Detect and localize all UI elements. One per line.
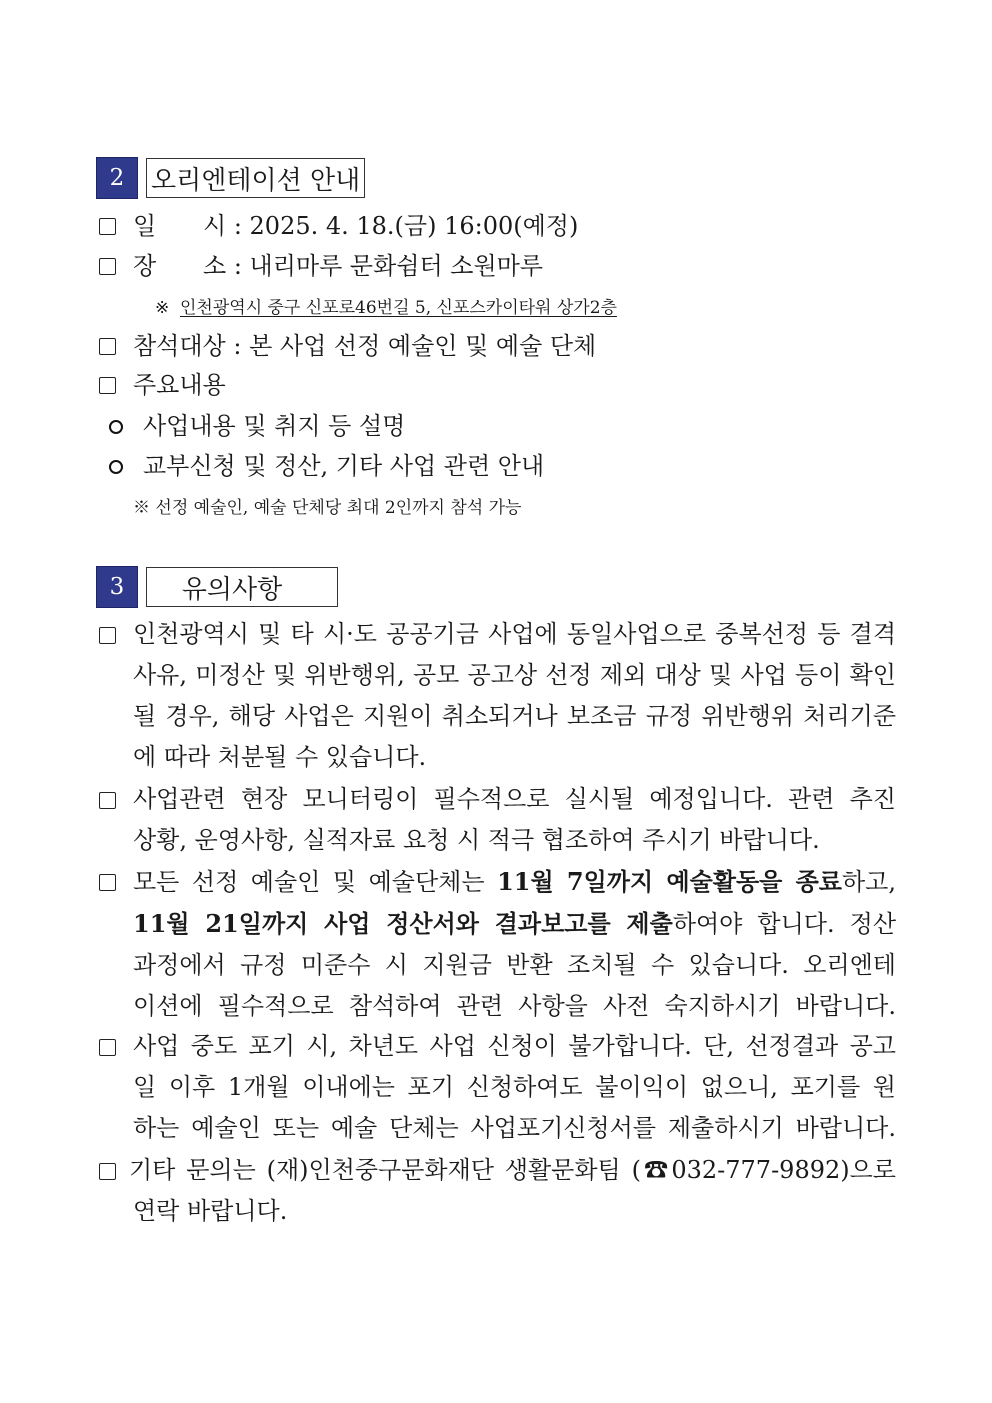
text-span: 하고, — [842, 868, 896, 896]
paragraph-line: 에 따라 처분될 수 있습니다. — [133, 743, 427, 771]
notice-paragraph-4 — [133, 1026, 896, 1149]
date-label: 일 — [133, 212, 157, 240]
paragraph-line: 하는 예술인 또는 예술 단체는 사업포기신청서를 제출하시기 바랍니다. — [133, 1114, 896, 1142]
paragraph-line: 인천광역시 및 타 시·도 공공기금 사업에 동일사업으로 중복선정 등 결격 — [133, 620, 896, 648]
paragraph-line: 될 경우, 해당 사업은 지원이 취소되거나 보조금 규정 위반행위 처리기준 — [133, 702, 896, 730]
notice-paragraph-3 — [133, 861, 896, 1027]
checkbox-icon — [99, 377, 116, 394]
paragraph-line: 사업관련 현장 모니터링이 필수적으로 실시될 예정입니다. 관련 추진 — [133, 785, 896, 813]
notice-paragraph-2 — [133, 779, 896, 861]
paragraph-line: 연락 바랍니다. — [133, 1197, 288, 1225]
section-title: 오리엔테이션 안내 — [146, 158, 365, 198]
paragraph-line: 기타 문의는 (재)인천중구문화재단 생활문화팀 (☎032-777-9892)으로 — [129, 1156, 896, 1184]
checkbox-icon — [99, 258, 116, 275]
paragraph-line — [133, 903, 896, 945]
attendees-line: 참석대상 : 본 사업 선정 예술인 및 예술 단체 — [133, 332, 597, 360]
place-address-note: 인천광역시 중구 신포로46번길 5, 신포스카이타워 상가2층 — [180, 298, 617, 318]
section-number: 3 — [96, 566, 138, 608]
paragraph-line: 사업 중도 포기 시, 차년도 사업 신청이 불가합니다. 단, 선정결과 공고 — [133, 1032, 896, 1060]
circle-bullet-icon — [109, 420, 123, 434]
paragraph-line: 과정에서 규정 미준수 시 지원금 반환 조치될 수 있습니다. 오리엔테 — [133, 951, 896, 979]
text-span: 하여야 합니다. 정산 — [672, 910, 897, 938]
checkbox-icon — [99, 218, 116, 235]
checkbox-icon — [99, 792, 116, 809]
content-item: 교부신청 및 정산, 기타 사업 관련 안내 — [143, 452, 545, 480]
paragraph-line: 일 이후 1개월 이내에는 포기 신청하여도 불이익이 없으니, 포기를 원 — [133, 1073, 896, 1101]
section-2-header — [96, 157, 365, 199]
checkbox-icon — [99, 627, 116, 644]
date-value: 시 : 2025. 4. 18.(금) 16:00(예정) — [203, 212, 579, 240]
paragraph-line — [133, 861, 896, 903]
checkbox-icon — [99, 874, 116, 891]
paragraph-line: 상황, 운영사항, 실적자료 요청 시 적극 협조하여 주시기 바랍니다. — [133, 826, 820, 854]
paragraph-line: 이션에 필수적으로 참석하여 관련 사항을 사전 숙지하시기 바랍니다. — [133, 992, 896, 1020]
bold-deadline: 11월 21일까지 사업 정산서와 결과보고를 제출 — [133, 909, 673, 938]
section-number: 2 — [96, 157, 138, 199]
text-span: 모든 선정 예술인 및 예술단체는 — [133, 868, 498, 896]
bold-deadline: 11월 7일까지 예술활동을 종료 — [497, 867, 842, 896]
notice-paragraph-5 — [129, 1150, 896, 1232]
checkbox-icon — [99, 1163, 116, 1180]
notice-paragraph-1 — [133, 614, 896, 778]
checkbox-icon — [99, 338, 116, 355]
circle-bullet-icon — [109, 460, 123, 474]
place-label: 장 — [133, 252, 157, 280]
content-item: 사업내용 및 취지 등 설명 — [143, 412, 406, 440]
place-value: 소 : 내리마루 문화쉼터 소원마루 — [203, 252, 543, 280]
contents-heading: 주요내용 — [133, 371, 226, 399]
section-title: 유의사항 — [146, 567, 338, 607]
place-note-mark: ※ — [155, 298, 170, 318]
attendance-footnote: ※ 선정 예술인, 예술 단체당 최대 2인까지 참석 가능 — [133, 498, 522, 518]
checkbox-icon — [99, 1039, 116, 1056]
paragraph-line: 사유, 미정산 및 위반행위, 공모 공고상 선정 제외 대상 및 사업 등이 확인 — [133, 661, 896, 689]
section-3-header — [96, 566, 338, 608]
